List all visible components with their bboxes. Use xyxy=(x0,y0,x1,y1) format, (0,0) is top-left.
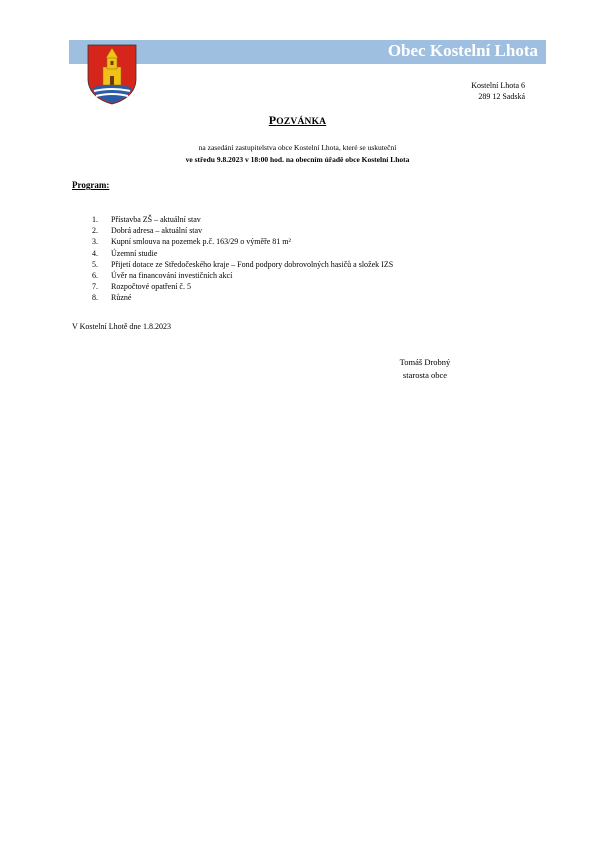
document-title xyxy=(0,113,595,128)
agenda-item-text: Úvěr na financování investičních akcí xyxy=(111,271,233,281)
agenda-item-text: Dobrá adresa – aktuální stav xyxy=(111,226,203,236)
address-line-2: 289 12 Sadská xyxy=(478,92,525,101)
coat-of-arms-icon xyxy=(86,43,138,105)
intro-text xyxy=(0,142,595,166)
agenda-item-number: 1. xyxy=(92,215,98,224)
agenda-item-text: Různé xyxy=(111,293,132,303)
header-bar xyxy=(69,40,546,64)
agenda-item-number: 4. xyxy=(92,248,98,258)
agenda-item-text: Přístavba ZŠ – aktuální stav xyxy=(111,215,201,224)
date-line: V Kostelní Lhotě dne 1.8.2023 xyxy=(72,322,171,331)
signature-block xyxy=(380,356,470,382)
agenda-item xyxy=(92,292,393,303)
address-line-1: Kostelní Lhota 6 xyxy=(471,81,525,90)
intro-line-1: na zasedání zastupitelstva obce Kostelní Lhota, které se uskuteční xyxy=(198,143,397,152)
agenda-item xyxy=(92,270,393,281)
agenda-item-number: 5. xyxy=(92,259,98,269)
municipality-title: Obec Kostelní Lhota xyxy=(387,41,538,60)
address-block xyxy=(471,80,525,102)
agenda-item-text: Územní studie xyxy=(111,248,158,258)
title-rest: OZVÁNKA xyxy=(276,117,327,127)
agenda-item-text: Přijetí dotace ze Středočeského kraje – Fond podpory dobrovolných hasičů a složek IZS xyxy=(111,259,394,269)
agenda-item-number: 7. xyxy=(92,282,98,292)
agenda-item-text: Kupní smlouva na pozemek p.č. 163/29 o výměře 81 m² xyxy=(111,237,291,247)
title-initial: P xyxy=(268,113,277,127)
signatory-role: starosta obce xyxy=(402,370,448,380)
agenda-item-number: 2. xyxy=(92,226,98,236)
agenda-list xyxy=(92,214,393,304)
agenda-item-number: 8. xyxy=(92,293,98,303)
agenda-item xyxy=(92,214,393,225)
agenda-item xyxy=(92,248,393,259)
agenda-item-number: 3. xyxy=(92,237,98,247)
program-label: Program: xyxy=(72,180,110,190)
agenda-item xyxy=(92,259,393,270)
agenda-item xyxy=(92,225,393,236)
agenda-item xyxy=(92,281,393,292)
signatory-name: Tomáš Drobný xyxy=(399,357,451,367)
agenda-item-text: Rozpočtové opatření č. 5 xyxy=(111,282,191,292)
agenda-item xyxy=(92,236,393,247)
agenda-item-number: 6. xyxy=(92,271,98,281)
intro-line-2: ve středu 9.8.2023 v 18:00 hod. na obecním úřadě obce Kostelní Lhota xyxy=(185,155,410,164)
